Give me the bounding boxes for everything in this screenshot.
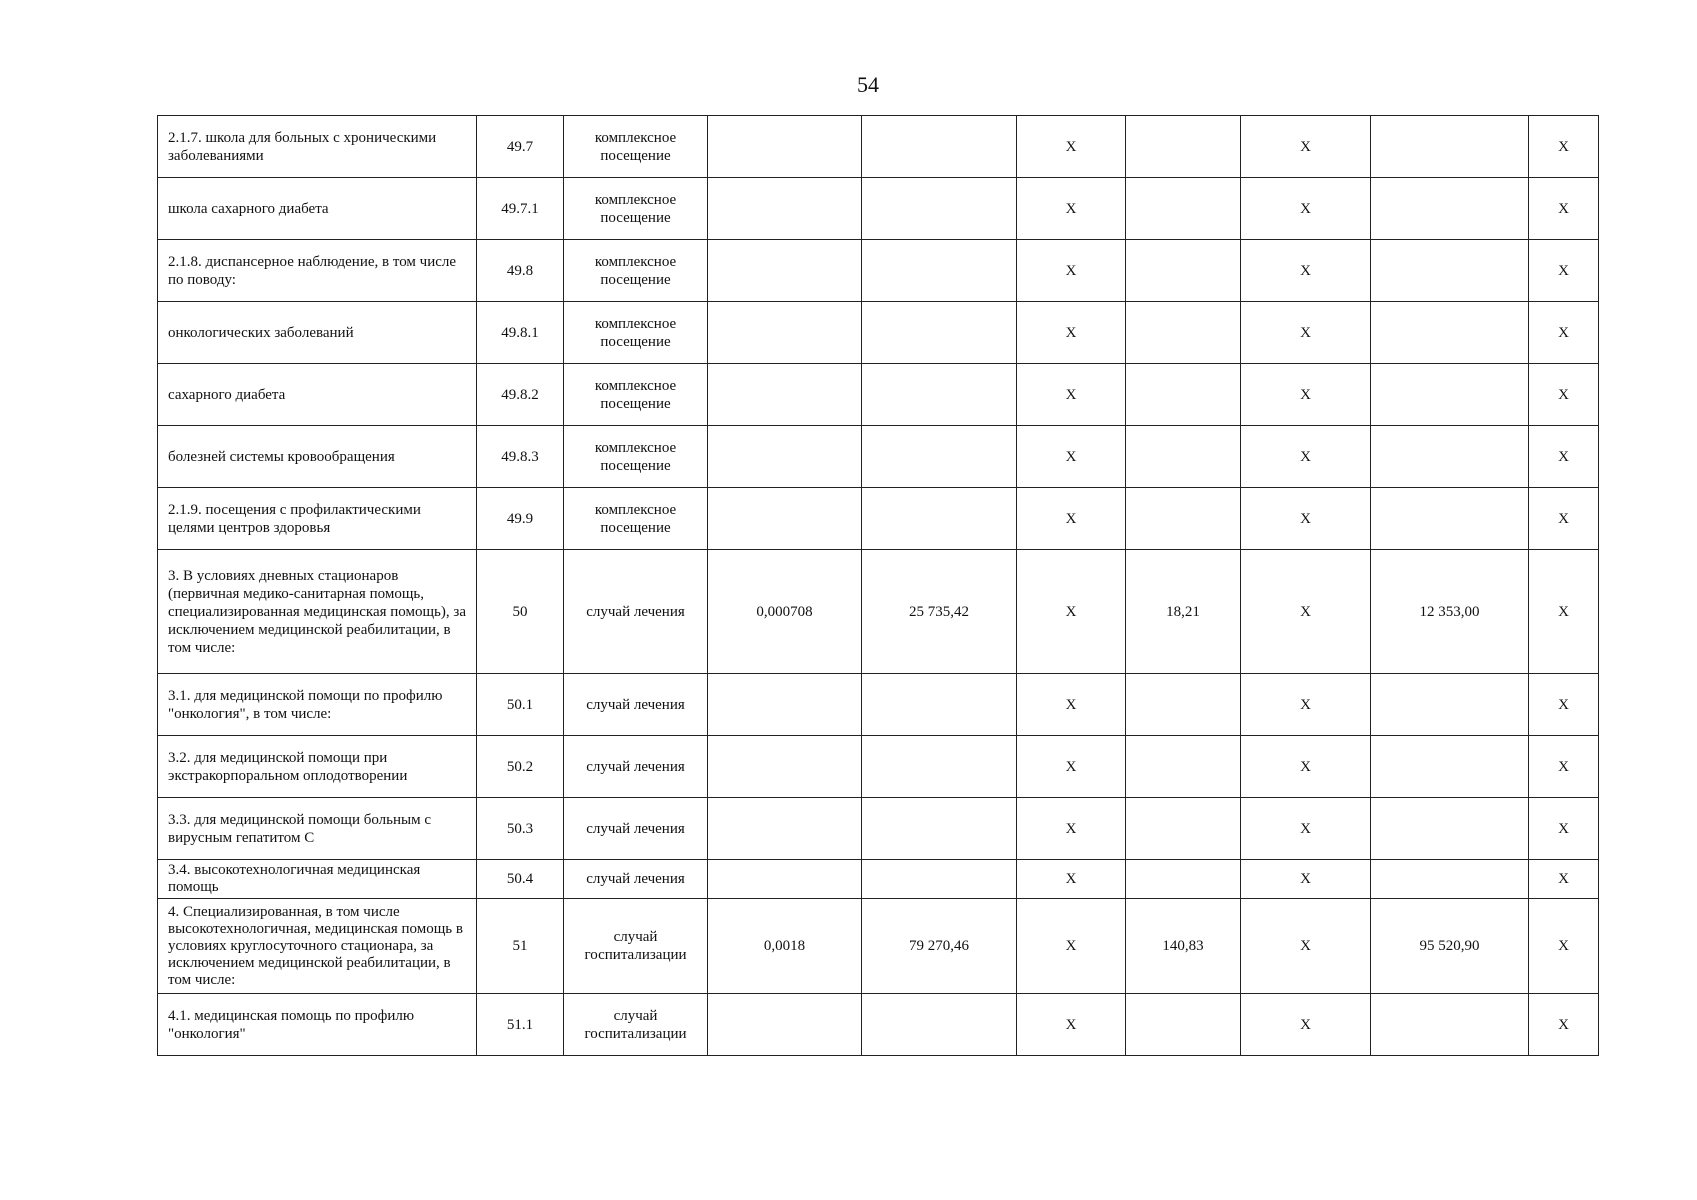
row-unit-cell: комплексное посещение (564, 240, 708, 302)
row-value-cell (708, 798, 862, 860)
row-value-cell: 79 270,46 (862, 899, 1017, 994)
row-value-cell (1371, 994, 1529, 1056)
row-unit-cell: случай лечения (564, 550, 708, 674)
row-value-cell: Х (1529, 240, 1599, 302)
row-value-cell: Х (1241, 240, 1371, 302)
row-code-cell: 49.8.3 (477, 426, 564, 488)
row-value-cell: Х (1529, 899, 1599, 994)
row-value-cell: 0,000708 (708, 550, 862, 674)
row-value-cell: Х (1241, 674, 1371, 736)
data-table (157, 115, 1599, 1056)
row-unit-cell: комплексное посещение (564, 426, 708, 488)
row-value-cell: Х (1529, 860, 1599, 899)
row-value-cell: 25 735,42 (862, 550, 1017, 674)
row-value-cell (1126, 364, 1241, 426)
row-code-cell: 49.8.2 (477, 364, 564, 426)
row-value-cell: Х (1017, 994, 1126, 1056)
row-value-cell (1126, 488, 1241, 550)
row-code-cell: 49.8.1 (477, 302, 564, 364)
row-value-cell: Х (1529, 178, 1599, 240)
table-row (158, 240, 1599, 302)
row-value-cell (862, 364, 1017, 426)
row-value-cell (1126, 674, 1241, 736)
table-row (158, 488, 1599, 550)
row-value-cell (1371, 426, 1529, 488)
row-value-cell: Х (1529, 736, 1599, 798)
row-unit-cell: комплексное посещение (564, 488, 708, 550)
row-code-cell: 49.9 (477, 488, 564, 550)
row-value-cell: Х (1017, 798, 1126, 860)
row-value-cell: Х (1529, 302, 1599, 364)
table-row (158, 178, 1599, 240)
row-value-cell: Х (1529, 994, 1599, 1056)
row-value-cell (1371, 364, 1529, 426)
row-value-cell: 18,21 (1126, 550, 1241, 674)
row-value-cell (708, 674, 862, 736)
row-value-cell: Х (1017, 240, 1126, 302)
row-name-cell: 3.4. высокотехнологичная медицинская помощь (158, 860, 477, 899)
row-value-cell (862, 674, 1017, 736)
row-value-cell (862, 798, 1017, 860)
row-value-cell: Х (1529, 674, 1599, 736)
row-value-cell (1126, 426, 1241, 488)
table-row (158, 364, 1599, 426)
row-value-cell: Х (1241, 550, 1371, 674)
row-value-cell (862, 860, 1017, 899)
row-value-cell (1126, 302, 1241, 364)
row-value-cell: Х (1017, 302, 1126, 364)
row-value-cell (1371, 240, 1529, 302)
row-value-cell: Х (1529, 798, 1599, 860)
row-value-cell: Х (1017, 426, 1126, 488)
row-value-cell: Х (1529, 488, 1599, 550)
row-value-cell: 0,0018 (708, 899, 862, 994)
row-value-cell: Х (1241, 860, 1371, 899)
row-value-cell: Х (1017, 364, 1126, 426)
row-value-cell (862, 178, 1017, 240)
row-name-cell: 3. В условиях дневных стационаров (первичная медико-санитарная помощь, специализированная медицинская помощь), за исключением медицинской реабилитации, в том числе: (158, 550, 477, 674)
row-value-cell: Х (1529, 426, 1599, 488)
row-value-cell: 140,83 (1126, 899, 1241, 994)
row-value-cell: Х (1017, 736, 1126, 798)
row-code-cell: 49.7.1 (477, 178, 564, 240)
row-unit-cell: случай госпитализации (564, 994, 708, 1056)
row-value-cell (1371, 178, 1529, 240)
row-value-cell (1126, 178, 1241, 240)
table-row (158, 860, 1599, 899)
row-name-cell: 2.1.9. посещения с профилактическими целями центров здоровья (158, 488, 477, 550)
row-name-cell: 2.1.7. школа для больных с хроническими заболеваниями (158, 116, 477, 178)
row-unit-cell: комплексное посещение (564, 364, 708, 426)
row-value-cell: Х (1529, 550, 1599, 674)
row-name-cell: 3.1. для медицинской помощи по профилю "онкология", в том числе: (158, 674, 477, 736)
row-value-cell: Х (1241, 426, 1371, 488)
row-value-cell (1126, 798, 1241, 860)
row-unit-cell: случай лечения (564, 860, 708, 899)
row-value-cell: Х (1241, 736, 1371, 798)
row-code-cell: 50.4 (477, 860, 564, 899)
row-name-cell: онкологических заболеваний (158, 302, 477, 364)
row-value-cell (708, 178, 862, 240)
row-value-cell (862, 994, 1017, 1056)
table-row (158, 116, 1599, 178)
row-value-cell: Х (1017, 550, 1126, 674)
row-code-cell: 49.8 (477, 240, 564, 302)
row-value-cell: Х (1241, 364, 1371, 426)
row-value-cell (1371, 488, 1529, 550)
table-row (158, 426, 1599, 488)
row-value-cell (708, 240, 862, 302)
row-value-cell: Х (1241, 302, 1371, 364)
row-value-cell (1371, 736, 1529, 798)
row-value-cell: Х (1529, 116, 1599, 178)
table-row (158, 302, 1599, 364)
row-value-cell (1371, 860, 1529, 899)
row-value-cell (862, 116, 1017, 178)
row-unit-cell: случай лечения (564, 798, 708, 860)
table-row (158, 994, 1599, 1056)
row-name-cell: болезней системы кровообращения (158, 426, 477, 488)
row-value-cell (1126, 994, 1241, 1056)
row-name-cell: школа сахарного диабета (158, 178, 477, 240)
row-value-cell: Х (1017, 178, 1126, 240)
row-value-cell (708, 994, 862, 1056)
row-value-cell (1371, 798, 1529, 860)
row-value-cell: 95 520,90 (1371, 899, 1529, 994)
row-value-cell (708, 860, 862, 899)
row-value-cell (1371, 302, 1529, 364)
row-value-cell: Х (1017, 899, 1126, 994)
row-code-cell: 51.1 (477, 994, 564, 1056)
table-row (158, 899, 1599, 994)
row-code-cell: 51 (477, 899, 564, 994)
row-name-cell: 4.1. медицинская помощь по профилю "онкология" (158, 994, 477, 1056)
row-value-cell (862, 488, 1017, 550)
row-value-cell: 12 353,00 (1371, 550, 1529, 674)
table-row (158, 550, 1599, 674)
row-value-cell (1371, 674, 1529, 736)
row-value-cell: Х (1241, 994, 1371, 1056)
row-value-cell (708, 426, 862, 488)
row-code-cell: 50.2 (477, 736, 564, 798)
row-unit-cell: комплексное посещение (564, 302, 708, 364)
row-value-cell (1126, 860, 1241, 899)
row-value-cell: Х (1241, 798, 1371, 860)
row-name-cell: сахарного диабета (158, 364, 477, 426)
row-name-cell: 3.2. для медицинской помощи при экстракорпоральном оплодотворении (158, 736, 477, 798)
row-value-cell (708, 116, 862, 178)
table-row (158, 674, 1599, 736)
row-value-cell (862, 240, 1017, 302)
row-code-cell: 50 (477, 550, 564, 674)
row-value-cell: Х (1017, 488, 1126, 550)
row-value-cell (1126, 116, 1241, 178)
row-name-cell: 2.1.8. диспансерное наблюдение, в том числе по поводу: (158, 240, 477, 302)
row-value-cell: Х (1241, 116, 1371, 178)
row-name-cell: 4. Специализированная, в том числе высокотехнологичная, медицинская помощь в условиях круглосуточного стационара, за исключением медицинской реабилитации, в том числе: (158, 899, 477, 994)
row-value-cell (862, 302, 1017, 364)
row-value-cell (708, 364, 862, 426)
row-value-cell (862, 426, 1017, 488)
row-value-cell: Х (1241, 178, 1371, 240)
row-code-cell: 50.3 (477, 798, 564, 860)
row-code-cell: 49.7 (477, 116, 564, 178)
table-body (158, 116, 1599, 1056)
row-value-cell (708, 302, 862, 364)
row-unit-cell: комплексное посещение (564, 116, 708, 178)
row-unit-cell: случай лечения (564, 674, 708, 736)
table-row (158, 736, 1599, 798)
row-code-cell: 50.1 (477, 674, 564, 736)
row-value-cell (1126, 240, 1241, 302)
row-unit-cell: комплексное посещение (564, 178, 708, 240)
row-unit-cell: случай лечения (564, 736, 708, 798)
row-value-cell: Х (1017, 116, 1126, 178)
row-value-cell (708, 488, 862, 550)
row-value-cell: Х (1017, 860, 1126, 899)
page-number: 54 (857, 72, 879, 97)
row-value-cell: Х (1017, 674, 1126, 736)
row-value-cell: Х (1241, 488, 1371, 550)
row-value-cell (1371, 116, 1529, 178)
table-row (158, 798, 1599, 860)
row-value-cell (708, 736, 862, 798)
row-value-cell: Х (1529, 364, 1599, 426)
row-unit-cell: случай госпитализации (564, 899, 708, 994)
row-name-cell: 3.3. для медицинской помощи больным с вирусным гепатитом С (158, 798, 477, 860)
row-value-cell (862, 736, 1017, 798)
row-value-cell (1126, 736, 1241, 798)
row-value-cell: Х (1241, 899, 1371, 994)
